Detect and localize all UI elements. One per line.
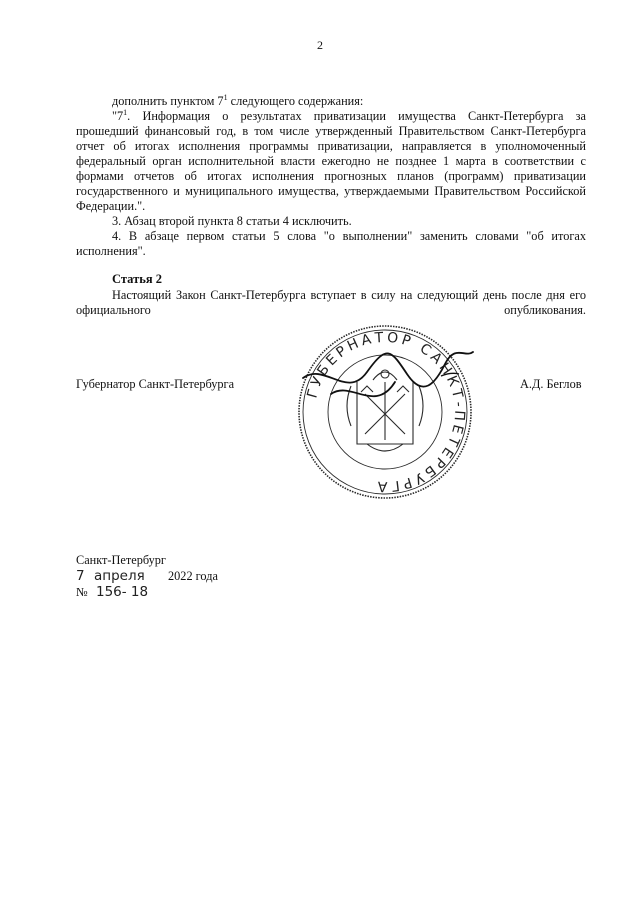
date-year: 2022 года <box>168 569 218 583</box>
article-2-heading: Статья 2 <box>112 272 162 286</box>
coat-of-arms-icon <box>347 370 423 451</box>
item-7-text: . Информация о результатах приватизации имущества Санкт-Петербурга за прошедший финансовый год, в том числе утвержденный Правительством Санкт-Петербурга отчет об итогах исполнения программы приватизации, направляется в уполномоченный федеральный орган исполнительной власти ежегодно не позднее 1 марта в соответствии с формами отчетов об итогах исполнения прогнозных планов (программ) приватизации государственного и муниципального имущества, утверждаемыми Правительством Российской Федерации.". <box>76 109 586 213</box>
place-of-signing: Санкт-Петербург <box>76 553 166 567</box>
official-seal <box>295 322 475 502</box>
governor-name: А.Д. Беглов <box>520 377 582 391</box>
date-month: апреля <box>94 568 145 584</box>
intro-line-post: следующего содержания: <box>227 94 364 108</box>
item-7-lead: "7 <box>112 109 124 123</box>
page-number: 2 <box>317 38 323 52</box>
item-7-paragraph <box>76 109 586 214</box>
intro-line-pre: дополнить пунктом 7 <box>112 94 224 108</box>
seal-text: ГУБЕРНАТОР САНКТ-ПЕТЕРБУРГА <box>304 329 468 495</box>
law-number: 156- 18 <box>96 584 149 600</box>
item-4-paragraph: 4. В абзаце первом статьи 5 слова "о выполнении" заменить словами "об итогах исполнения". <box>76 229 586 258</box>
item-3-paragraph: 3. Абзац второй пункта 8 статьи 4 исключить. <box>112 214 352 228</box>
item-7-sup: 1 <box>123 108 128 117</box>
governor-title: Губернатор Санкт-Петербурга <box>76 377 235 391</box>
number-label: № <box>76 585 88 599</box>
article-2-text: Настоящий Закон Санкт-Петербурга вступает в силу на следующий день после дня его официального опубликования. <box>76 288 586 317</box>
date-day: 7 <box>76 568 85 584</box>
intro-line-sup: 1 <box>223 93 228 102</box>
intro-line <box>76 94 622 109</box>
